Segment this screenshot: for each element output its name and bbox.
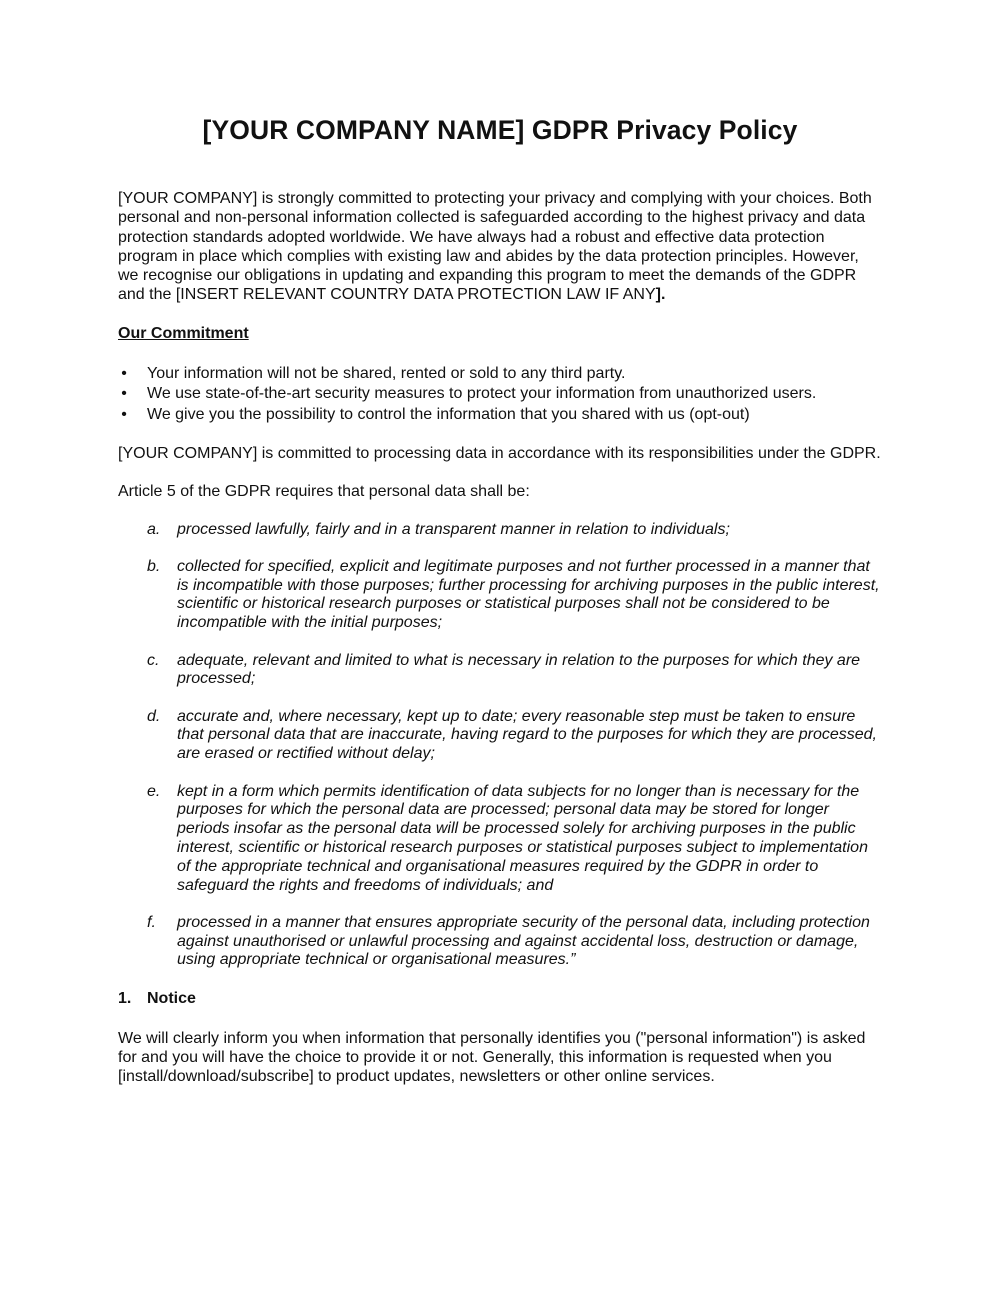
list-item: [118, 384, 882, 403]
list-item: [118, 364, 882, 383]
commitment-heading: Our Commitment: [118, 324, 249, 342]
notice-heading-text: Notice: [147, 990, 196, 1008]
principle-item: [118, 652, 882, 690]
principle-item: [118, 521, 882, 540]
principles-list: [118, 521, 882, 971]
principle-marker: a.: [147, 520, 161, 538]
principle-marker: f.: [147, 913, 156, 931]
principle-text: kept in a form which permits identification of data subjects for no longer than is necessary for the purposes for which the personal data are processed; personal data may be stored for longer periods insofar as the personal data will be processed solely for archiving purposes in the public interest, scientific or historical research purposes or statistical purposes subject to implementation of the appropriate technical and organisational measures required by the GDPR in order to safeguard the rights and freedoms of individuals; and: [177, 782, 868, 894]
document-title: [YOUR COMPANY NAME] GDPR Privacy Policy: [202, 115, 798, 145]
notice-heading: [118, 989, 882, 1008]
intro-text: [YOUR COMPANY] is strongly committed to protecting your privacy and complying with your choices. Both personal and non-personal information collected is safeguarded according to the highest privacy and data protection standards adopted worldwide. We have always had a robust and effective data protection program in place which complies with existing law and abides by the data protection principles. However, we recognise our obligations in updating and expanding this program to meet the demands of the GDPR and the [INSERT RELEVANT COUNTRY DATA PROTECTION LAW IF ANY: [118, 190, 872, 304]
principle-marker: c.: [147, 651, 160, 669]
bullet-icon: •: [121, 385, 127, 403]
list-item: [118, 405, 882, 424]
principle-text: collected for specified, explicit and legitimate purposes and not further processed in a manner that is incompatible with those purposes; further processing for archiving purposes in the public interest, scientific or historical research purposes or statistical purposes shall not be considered to be incompatible with the initial purposes;: [177, 557, 880, 632]
bullet-icon: •: [121, 365, 127, 383]
list-item-text: We give you the possibility to control the information that you shared with us (opt-out): [147, 405, 750, 423]
principle-text: adequate, relevant and limited to what is necessary in relation to the purposes for which they are processed;: [177, 651, 861, 688]
notice-paragraph: We will clearly inform you when information that personally identifies you ("personal information") is asked for and you will have the choice to provide it or not. Generally, this information is requested when you [install/download/subscribe] to product updates, newsletters or other online services.: [118, 1029, 866, 1086]
principle-item: [118, 558, 882, 633]
intro-paragraph: [118, 189, 882, 305]
principle-item: [118, 914, 882, 970]
intro-bold-end: ].: [655, 286, 666, 304]
article-intro: Article 5 of the GDPR requires that personal data shall be:: [118, 483, 530, 501]
list-item-text: We use state-of-the-art security measures to protect your information from unauthorized users.: [147, 385, 817, 403]
list-item-text: Your information will not be shared, rented or sold to any third party.: [147, 365, 626, 383]
principle-text: processed lawfully, fairly and in a transparent manner in relation to individuals;: [177, 520, 730, 538]
principle-item: [118, 783, 882, 896]
principle-text: accurate and, where necessary, kept up to date; every reasonable step must be taken to ensure that personal data that are inaccurate, having regard to the purposes for which they are processed, are erased or rectified without delay;: [177, 707, 877, 763]
principle-marker: b.: [147, 557, 161, 575]
principle-marker: d.: [147, 707, 161, 725]
principle-text: processed in a manner that ensures appropriate security of the personal data, including protection against unauthorised or unlawful processing and against accidental loss, destruction or damage, using appropriate technical or organisational measures.”: [177, 913, 870, 969]
principle-marker: e.: [147, 782, 161, 800]
principle-item: [118, 708, 882, 764]
notice-number: 1.: [118, 990, 132, 1008]
responsibility-paragraph: [YOUR COMPANY] is committed to processing data in accordance with its responsibilities under the GDPR.: [118, 444, 881, 462]
commitment-list: [118, 364, 882, 424]
bullet-icon: •: [121, 405, 127, 423]
